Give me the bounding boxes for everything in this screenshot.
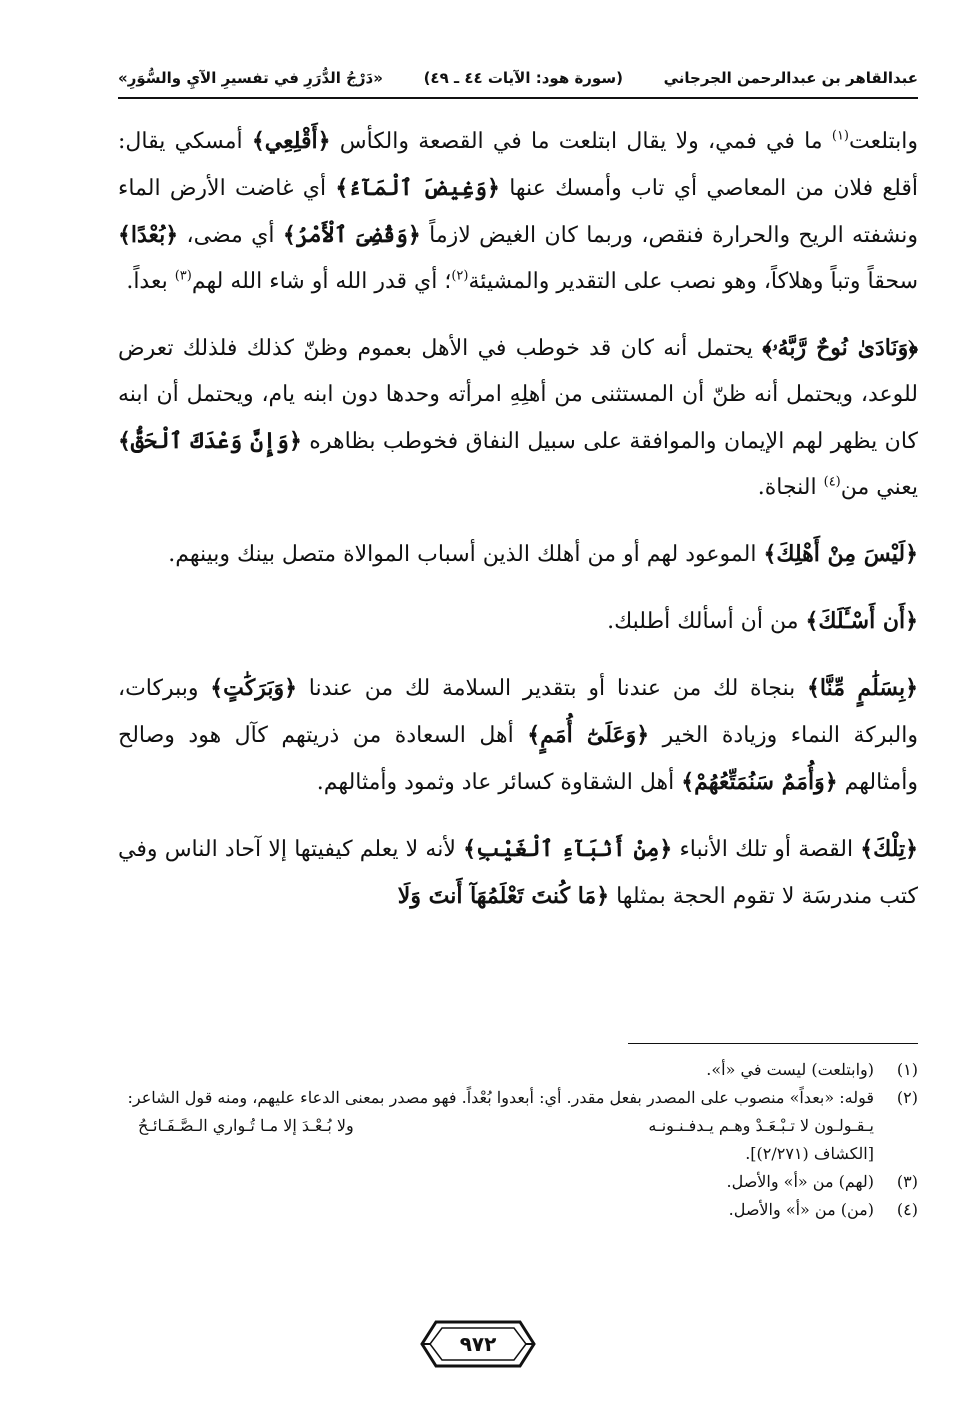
paragraph-4: ﴿أَن أَسْـَٔلَكَ﴾ من أن أسألك أطلبك. <box>607 608 918 634</box>
paragraph-2: ﴿وَنَادَىٰ نُوحٌ رَّبَّهُۥ﴾ يحتمل أنه كان قد خوطب في الأهل بعموم وظنّ كذلك فلذلك تعرض للوعد، ويحتمل أنه ظنّ أن المستثنى من أهلِهِ امرأته وحدها دون ابنه يام، ويحتمل أن ابنه كان يظهر لهم الإيمان والموافقة على سبيل النفاق فخوطب بظاهره ﴿وَإِنَّ وَعْدَكَ ٱلْحَقُّ﴾ يعني من$^{(٤)}$ النجاة. <box>118 335 918 500</box>
footnote-text: قوله: «بعداً» منصوب على المصدر بفعل مقدر. أي: أبعدوا بُعْداً. فهو مصدر بمعنى الدعاء عليهم، ومنه قول الشاعر: <box>127 1088 874 1107</box>
main-text <box>118 118 918 920</box>
footnote-1 <box>118 1056 918 1084</box>
quran-quote: ﴿بِسَلَٰمٍ مِّنَّا﴾ <box>806 675 918 701</box>
quran-quote: ﴿بُعْدًا﴾ <box>118 222 179 248</box>
footnote-2 <box>118 1084 918 1112</box>
header-book-title: «دَرْجُ الدُّرَرِ في تفسيرِ الآيِ والسُّوَرِ» <box>118 69 383 87</box>
poetry-verse <box>118 1112 918 1140</box>
quran-quote: ﴿وَبَرَكَٰتٍ﴾ <box>210 675 298 701</box>
footnote-number: (٣) <box>896 1172 918 1191</box>
footnote-text: (من) من «أ» والأصل. <box>728 1200 874 1219</box>
quran-quote: ﴿أَن أَسْـَٔلَكَ﴾ <box>805 608 918 634</box>
paragraph-3: ﴿لَيْسَ مِنْ أَهْلِكَ﴾ الموعود لهم أو من أهلك الذين أسباب الموالاة متصل بينك وبينهم. <box>168 541 918 567</box>
footnote-number: (١) <box>896 1060 918 1079</box>
footnote-ref-3: (٣) <box>174 268 192 284</box>
footnote-number: (٤) <box>896 1200 918 1219</box>
quran-quote: ﴿وَإِنَّ وَعْدَكَ ٱلْحَقُّ﴾ <box>118 428 302 454</box>
quran-quote: ﴿وَقُضِىَ ٱلْأَمْرُ﴾ <box>282 222 421 248</box>
footnote-text: (وابتلعت) ليست في «أ». <box>706 1060 874 1079</box>
footnotes <box>118 1056 918 1224</box>
header-author: عبدالقاهر بن عبدالرحمن الجرجاني <box>663 69 918 87</box>
footnote-4 <box>118 1196 918 1224</box>
header-section: (سورة هود: الآيات ٤٤ ـ ٤٩) <box>423 69 623 87</box>
header-rule <box>118 97 918 99</box>
paragraph-1: وابتلعت$^{(١)}$ ما في فمي، ولا يقال ابتلعت ما في القصعة والكأس ﴿أَقْلِعِي﴾ أمسكي يقال: أقلع فلان من المعاصي أي تاب وأمسك عنها ﴿وَغِيضَ ٱلْمَآءُ﴾ أي غاضت الأرض الماء ونشفته الريح والحرارة فنقص، وربما كان الغيض لازماً ﴿وَقُضِىَ ٱلْأَمْرُ﴾ أي مضى، ﴿بُعْدًا﴾ سحقاً وتباً وهلاكاً، وهو نصب على التقدير والمشيئة$^{(٢)}$؛ أي قدر الله أو شاء الله لهم$^{(٣)}$ بعداً. <box>118 128 919 294</box>
paragraph-6: ﴿تِلْكَ﴾ القصة أو تلك الأنباء ﴿مِنْ أَنۢبَآءِ ٱلْغَيْبِ﴾ لأنه لا يعلم كيفيتها إلا آحاد الناس وفي كتب مندرسَة لا تقوم الحجة بمثلها ﴿مَا كُنتَ تَعْلَمُهَآ أَنتَ وَلَا <box>118 836 919 909</box>
quran-quote: ﴿وَنَادَىٰ نُوحٌ رَّبَّهُۥ﴾ <box>762 335 918 361</box>
quran-quote: ﴿مِنْ أَنۢبَآءِ ٱلْغَيْبِ﴾ <box>463 836 673 862</box>
footnote-3 <box>118 1168 918 1196</box>
footnote-number: (٢) <box>896 1088 918 1107</box>
quran-quote: ﴿وَغِيضَ ٱلْمَآءُ﴾ <box>335 175 500 201</box>
footnote-ref-1: (١) <box>831 128 849 144</box>
footnote-ref-4: (٤) <box>823 474 841 490</box>
quran-quote: ﴿أَقْلِعِي﴾ <box>251 128 331 154</box>
footnote-separator <box>628 1043 918 1044</box>
footnote-citation: [الكشاف (٢/٢٧١)]. <box>745 1144 874 1163</box>
footnote-ref-2: (٢) <box>451 268 469 284</box>
page-number: ٩٧٢ <box>459 1332 497 1356</box>
running-header <box>118 58 918 98</box>
footnote-text: (لهم) من «أ» والأصل. <box>726 1172 874 1191</box>
verse-second-hemistich: ولا بُـعْـدَ إلا مـا تُـواري الـصَّـفَـائـحُ <box>138 1116 354 1135</box>
quran-quote: ﴿وَأُمَمٌ سَنُمَتِّعُهُمْ﴾ <box>681 769 838 795</box>
verse-first-hemistich: يـقـولـون لا تـبْـعَـدْ وهـم يـدفـنـونـه <box>648 1116 874 1135</box>
page-number-ornament <box>418 1318 538 1370</box>
quran-quote: ﴿وَعَلَىٰٓ أُمَمٍ﴾ <box>527 722 650 748</box>
quran-quote: ﴿تِلْكَ﴾ <box>860 836 919 862</box>
quran-quote: ﴿لَيْسَ مِنْ أَهْلِكَ﴾ <box>763 541 918 567</box>
paragraph-5: ﴿بِسَلَٰمٍ مِّنَّا﴾ بنجاة لك من عندنا أو بتقدير السلامة لك من عندنا ﴿وَبَرَكَٰتٍ﴾ وببركات، والبركة النماء وزيادة الخير ﴿وَعَلَىٰٓ أُمَمٍ﴾ أهل السعادة من ذريتهم كآل هود وصالح وأمثالهم ﴿وَأُمَمٌ سَنُمَتِّعُهُمْ﴾ أهل الشقاوة كسائر عاد وثمود وأمثالهم. <box>118 675 919 795</box>
quran-quote: ﴿مَا كُنتَ تَعْلَمُهَآ أَنتَ وَلَا <box>397 883 610 909</box>
